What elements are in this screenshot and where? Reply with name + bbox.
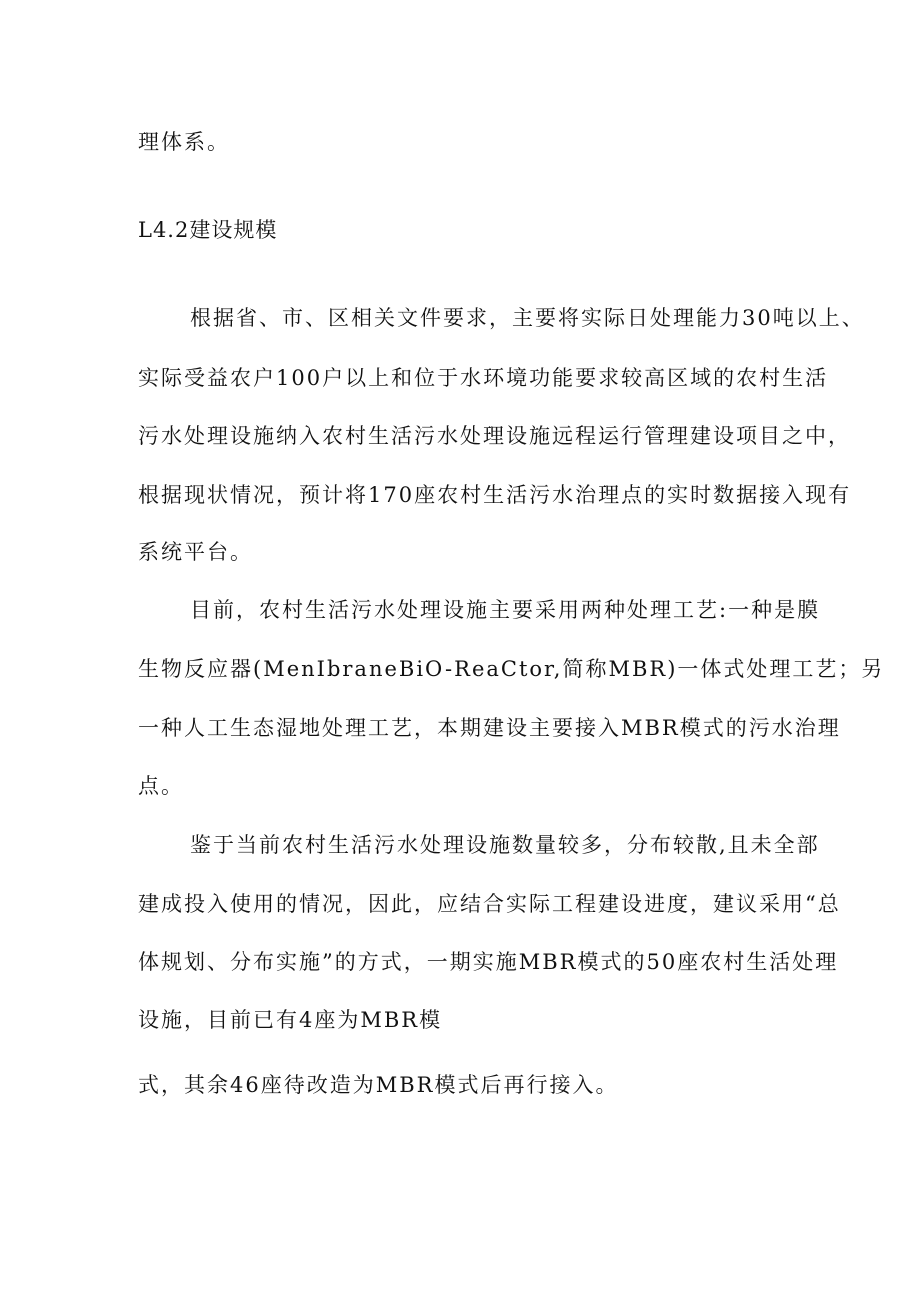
paragraph-line: 系统平台。 [138, 540, 253, 564]
paragraph-line: 生物反应器(MenIbraneBiO-ReaCtor,简称MBR)一体式处理工艺；另 [138, 657, 885, 681]
paragraph-line: 根据现状情况，预计将170座农村生活污水治理点的实时数据接入现有 [138, 483, 852, 507]
paragraph-line: 污水处理设施纳入农村生活污水处理设施远程运行管理建设项目之中， [138, 424, 851, 448]
paragraph-line: 式，其余46座待改造为MBR模式后再行接入。 [138, 1073, 619, 1097]
paragraph-line: 设施，目前已有4座为MBR模 [138, 1008, 443, 1032]
paragraph-line: 根据省、市、区相关文件要求，主要将实际日处理能力30吨以上、 [190, 306, 865, 330]
paragraph-line: 鉴于当前农村生活污水处理设施数量较多，分布较散,且未全部 [190, 833, 820, 857]
continuation-text: 理体系。 [138, 130, 230, 154]
paragraph-line: 建成投入使用的情况，因此，应结合实际工程建设进度，建议采用“总 [138, 892, 841, 916]
paragraph-line: 实际受益农户100户以上和位于水环境功能要求较高区域的农村生活 [138, 366, 829, 390]
paragraph-line: 点。 [138, 774, 184, 798]
paragraph-line: 体规划、分布实施”的方式，一期实施MBR模式的50座农村生活处理 [138, 950, 839, 974]
section-heading: L4.2建设规模 [138, 218, 278, 242]
paragraph-line: 一种人工生态湿地处理工艺，本期建设主要接入MBR模式的污水治理 [138, 716, 841, 740]
paragraph-line: 目前，农村生活污水处理设施主要采用两种处理工艺:一种是膜 [190, 598, 821, 622]
